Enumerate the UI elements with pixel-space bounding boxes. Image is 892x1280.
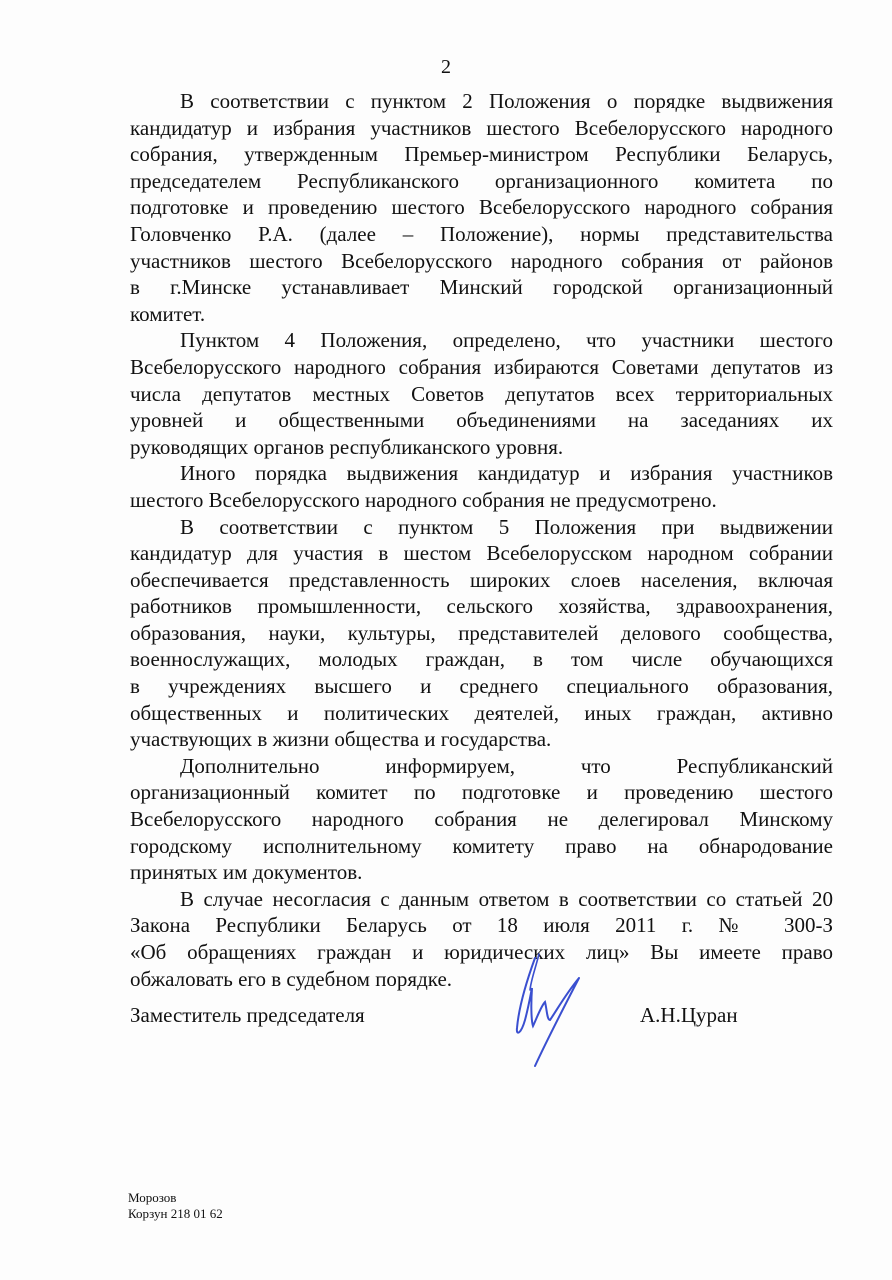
text-line: в г.Минске устанавливает Минский городской организационный	[130, 275, 833, 300]
text-line: обжаловать его в судебном порядке.	[130, 966, 453, 991]
text-line: «Об обращениях граждан и юридических лиц» Вы имеете право	[130, 940, 833, 964]
paragraph	[130, 88, 833, 327]
signatory-name: А.Н.Цуран	[640, 1003, 738, 1027]
text-line: числа депутатов местных Советов депутатов всех территориальных	[130, 381, 833, 406]
text-line: В соответствии с пунктом 5 Положения при выдвижении	[180, 514, 833, 539]
text-line: организационный комитет по подготовке и проведению шестого	[130, 780, 833, 805]
text-line: кандидатур для участия в шестом Всебелорусском народном собрании	[130, 541, 833, 566]
page-number: 2	[441, 56, 451, 78]
handwritten-signature	[505, 950, 600, 1070]
paragraph	[130, 460, 833, 513]
paragraph	[130, 886, 833, 992]
text-line: В соответствии с пунктом 2 Положения о порядке выдвижения	[180, 89, 833, 113]
text-line: участников шестого Всебелорусского народного собрания от районов	[130, 248, 833, 273]
text-line: Всебелорусского народного собрания не делегировал Минскому	[130, 807, 833, 832]
executor-footer	[128, 1190, 223, 1222]
executor-contact: Корзун 218 01 62	[128, 1206, 223, 1221]
executor-name: Морозов	[128, 1190, 177, 1205]
text-line: Пунктом 4 Положения, определено, что участники шестого	[180, 328, 833, 353]
paragraph	[130, 327, 833, 460]
text-line: уровней и общественными объединениями на заседаниях их	[130, 408, 833, 433]
text-line: шестого Всебелорусского народного собрания не предусмотрено.	[130, 487, 717, 512]
text-line: участвующих в жизни общества и государства.	[130, 727, 552, 752]
text-line: военнослужащих, молодых граждан, в том числе обучающихся	[130, 647, 833, 672]
text-line: В случае несогласия с данным ответом в соответствии со статьей 20	[180, 886, 833, 911]
text-line: образования, науки, культуры, представителей делового сообщества,	[130, 620, 833, 645]
letter-body	[130, 88, 833, 992]
paragraph	[130, 514, 833, 753]
text-line: общественных и политических деятелей, иных граждан, активно	[130, 700, 833, 725]
text-line: подготовке и проведению шестого Всебелорусского народного собрания	[130, 195, 833, 220]
text-line: кандидатур и избрания участников шестого Всебелорусского народного	[130, 115, 833, 140]
text-line: собрания, утвержденным Премьер-министром Республики Беларусь,	[130, 142, 833, 167]
text-line: Головченко Р.А. (далее – Положение), нормы представительства	[130, 221, 833, 246]
text-line: принятых им документов.	[130, 860, 363, 885]
text-line: обеспечивается представленность широких слоев населения, включая	[130, 567, 833, 592]
text-line: городскому исполнительному комитету право на обнародование	[130, 833, 833, 858]
paragraph	[130, 753, 833, 886]
text-line: председателем Республиканского организационного комитета по	[130, 168, 833, 193]
text-line: в учреждениях высшего и среднего специального образования,	[130, 674, 833, 699]
text-line: комитет.	[130, 301, 206, 326]
text-line: Иного порядка выдвижения кандидатур и избрания участников	[180, 461, 833, 486]
text-line: работников промышленности, сельского хозяйства, здравоохранения,	[130, 594, 833, 619]
signatory-title: Заместитель председателя	[130, 1003, 365, 1027]
text-line: Закона Республики Беларусь от 18 июля 2011 г. № 300-З	[130, 913, 833, 938]
text-line: руководящих органов республиканского уровня.	[130, 434, 564, 459]
text-line: Дополнительно информируем, что Республиканский	[180, 753, 833, 778]
text-line: Всебелорусского народного собрания избираются Советами депутатов из	[130, 354, 833, 379]
